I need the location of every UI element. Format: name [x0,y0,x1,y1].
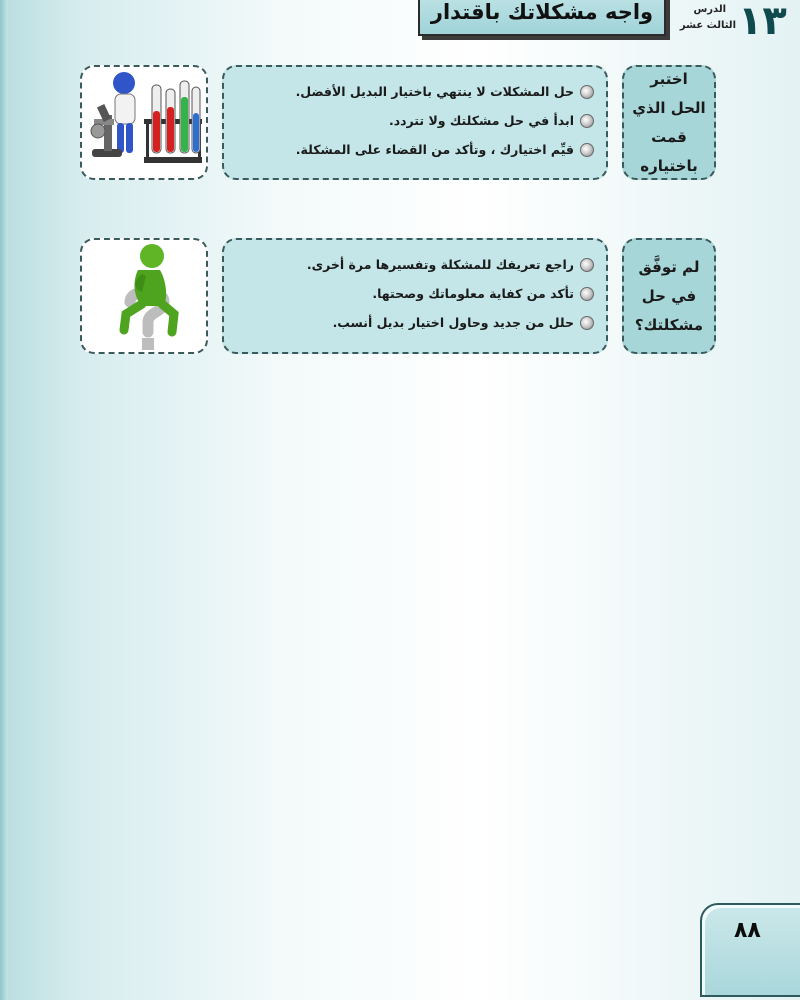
bullet-icon [580,143,594,157]
list-item [232,279,594,308]
lesson-title-tab [418,0,666,36]
lesson-ordinal: الثالث عشر [679,20,736,31]
list-item [232,106,594,135]
bullet-icon [580,85,594,99]
section-2-label-box [622,238,716,354]
list-item [232,135,594,164]
section-2-image-box [80,238,208,354]
page-number: ٨٨ [734,918,761,943]
list-item-text: حلل من جديد وحاول اختيار بديل أنسب. [332,315,574,330]
bullet-icon [580,287,594,301]
section-1-label-box [622,65,716,180]
page-edge [0,0,8,1000]
list-item-text: حل المشكلات لا ينتهي باختيار البديل الأفضل. [295,84,574,99]
list-item-text: قيِّم اختيارك ، وتأكد من القضاء على المشكلة. [295,142,574,157]
lesson-number: ١٣ [738,0,787,44]
section-2-content-box [222,238,608,354]
list-item-text: ابدأ في حل مشكلتك ولا تتردد. [388,113,574,128]
section-2-label: لم توفَّق في حل مشكلتك؟ [634,257,704,334]
lesson-label: الدرس [693,4,726,15]
section-1-label: اختبر الحل الذي قمت باختياره [632,69,706,175]
section-1-image-box [80,65,208,180]
bullet-icon [580,258,594,272]
thinking-figure-question-mark-icon [82,240,206,352]
bullet-icon [580,114,594,128]
list-item [232,308,594,337]
lesson-title: واجه مشكلاتك باقتدار [430,0,654,24]
scientist-microscope-test-tubes-icon [82,67,206,178]
list-item-text: تأكد من كفاية معلوماتك وصحتها. [372,286,574,301]
list-item [232,77,594,106]
section-1-content-box [222,65,608,180]
bullet-icon [580,316,594,330]
list-item [232,250,594,279]
list-item-text: راجع تعريفك للمشكلة وتفسيرها مرة أخرى. [306,257,574,272]
